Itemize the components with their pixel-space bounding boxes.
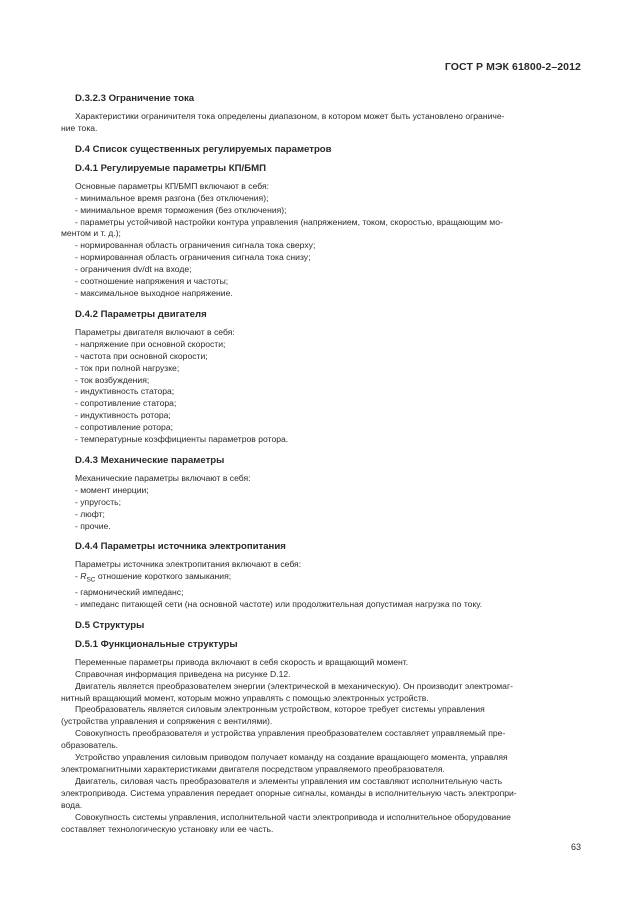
- d51-paragraph: Устройство управления силовым приводом получает команду на создание вращающего момента, управляя: [75, 752, 508, 763]
- d51-paragraph-cont: (устройства управления и сопряжения с вентилями).: [61, 716, 273, 727]
- list-item: - параметры устойчивой настройки контура управления (напряжением, током, скоростью, вращающим мо-: [75, 216, 503, 227]
- list-item: - минимальное время разгона (без отключения);: [75, 192, 269, 203]
- rsc-symbol-subscript: SC: [86, 577, 96, 585]
- d51-paragraph: Двигатель является преобразователем энергии (электрической в механическую). Он производит электромаг-: [75, 680, 513, 691]
- list-item: - момент инерции;: [75, 484, 149, 495]
- list-item: - соотношение напряжения и частоты;: [75, 276, 229, 287]
- rsc-symbol: [80, 571, 96, 585]
- list-item: - импеданс питающей сети (на основной частоте) или продолжительная допустимая нагрузка по току.: [75, 598, 483, 609]
- page-number: 63: [570, 842, 581, 852]
- d51-paragraph-cont: электропривода. Система управления передает опорные сигналы, команды в исполнительную часть электропри-: [61, 787, 517, 798]
- d43-intro: Механические параметры включают в себя:: [75, 472, 251, 483]
- page-content: [61, 92, 582, 835]
- list-item-continuation: ментом и т. д.);: [61, 228, 121, 239]
- section-d323-title: D.3.2.3 Ограничение тока: [75, 93, 195, 104]
- d44-intro: Параметры источника электропитания включают в себя:: [75, 559, 302, 570]
- d51-paragraph-cont: составляет технологическую установку или ее часть.: [61, 823, 274, 834]
- list-item: - ток возбуждения;: [75, 374, 150, 385]
- section-d51-title: D.5.1 Функциональные структуры: [75, 638, 238, 650]
- list-item: - нормированная область ограничения сигнала тока снизу;: [75, 252, 311, 263]
- list-item: - прочие.: [75, 520, 111, 531]
- section-d5-title: D.5 Структуры: [75, 619, 145, 631]
- d41-intro: Основные параметры КП/БМП включают в себя:: [75, 180, 270, 191]
- section-d43-title: D.4.3 Механические параметры: [75, 454, 225, 466]
- d51-paragraph: Двигатель, силовая часть преобразователя и элементы управления им составляют исполнительную часть: [75, 775, 503, 786]
- list-item: - индуктивность статора;: [75, 386, 175, 397]
- list-item: - индуктивность ротора;: [75, 410, 171, 421]
- d323-paragraph-line2: ние тока.: [61, 122, 98, 133]
- d42-intro: Параметры двигателя включают в себя:: [75, 326, 235, 337]
- d51-paragraph: Справочная информация приведена на рисунке D.12.: [75, 668, 291, 679]
- list-item: - частота при основной скорости;: [75, 350, 208, 361]
- list-item: - ток при полной нагрузке;: [75, 362, 180, 373]
- list-item: - температурные коэффициенты параметров ротора.: [75, 434, 289, 445]
- section-d4-title: D.4 Список существенных регулируемых параметров: [75, 143, 332, 155]
- standard-header: ГОСТ Р МЭК 61800-2–2012: [444, 61, 581, 73]
- list-item: - минимальное время торможения (без отключения);: [75, 204, 287, 215]
- d51-paragraph: Преобразователь является силовым электронным устройством, которое требует системы управления: [75, 704, 485, 715]
- rsc-prefix: -: [75, 571, 81, 582]
- d323-paragraph-line1: Характеристики ограничителя тока определены диапазоном, в котором может быть установлено ограниче-: [75, 111, 505, 121]
- list-item: - ограничения dv/dt на входе;: [75, 264, 192, 275]
- section-d44-title: D.4.4 Параметры источника электропитания: [75, 541, 286, 553]
- d51-paragraph-cont: образователь.: [61, 740, 119, 751]
- list-item: - люфт;: [75, 508, 105, 519]
- d51-paragraph-cont: нитный вращающий момент, которым можно управлять с помощью электронных устройств.: [61, 692, 429, 703]
- section-d41-title: D.4.1 Регулируемые параметры КП/БМП: [75, 162, 266, 174]
- list-item: - сопротивление статора;: [75, 398, 177, 409]
- list-item: - максимальное выходное напряжение.: [75, 287, 233, 298]
- d51-paragraph-cont: вода.: [61, 799, 83, 810]
- rsc-symbol-letter: R: [80, 571, 87, 582]
- list-item: - напряжение при основной скорости;: [75, 338, 226, 349]
- list-item: - упругость;: [75, 496, 122, 507]
- list-item: - нормированная область ограничения сигнала тока сверху;: [75, 240, 316, 251]
- d51-paragraph-cont: электромагнитными характеристиками двигателя посредством управляемого преобразователя.: [61, 763, 445, 774]
- d51-paragraph: Переменные параметры привода включают в себя скорость и вращающий момент.: [75, 656, 409, 667]
- list-item: - сопротивление ротора;: [75, 422, 173, 433]
- rsc-text: отношение короткого замыкания;: [95, 571, 232, 582]
- d51-paragraph: Совокупность преобразователя и устройства управления преобразователем составляет управляемый пре-: [75, 728, 506, 739]
- d51-paragraph: Совокупность системы управления, исполнительной части электропривода и исполнительное оборудование: [75, 811, 511, 822]
- list-item: - гармонический импеданс;: [75, 587, 184, 597]
- list-item-rsc: [61, 571, 582, 587]
- section-d42-title: D.4.2 Параметры двигателя: [75, 308, 207, 320]
